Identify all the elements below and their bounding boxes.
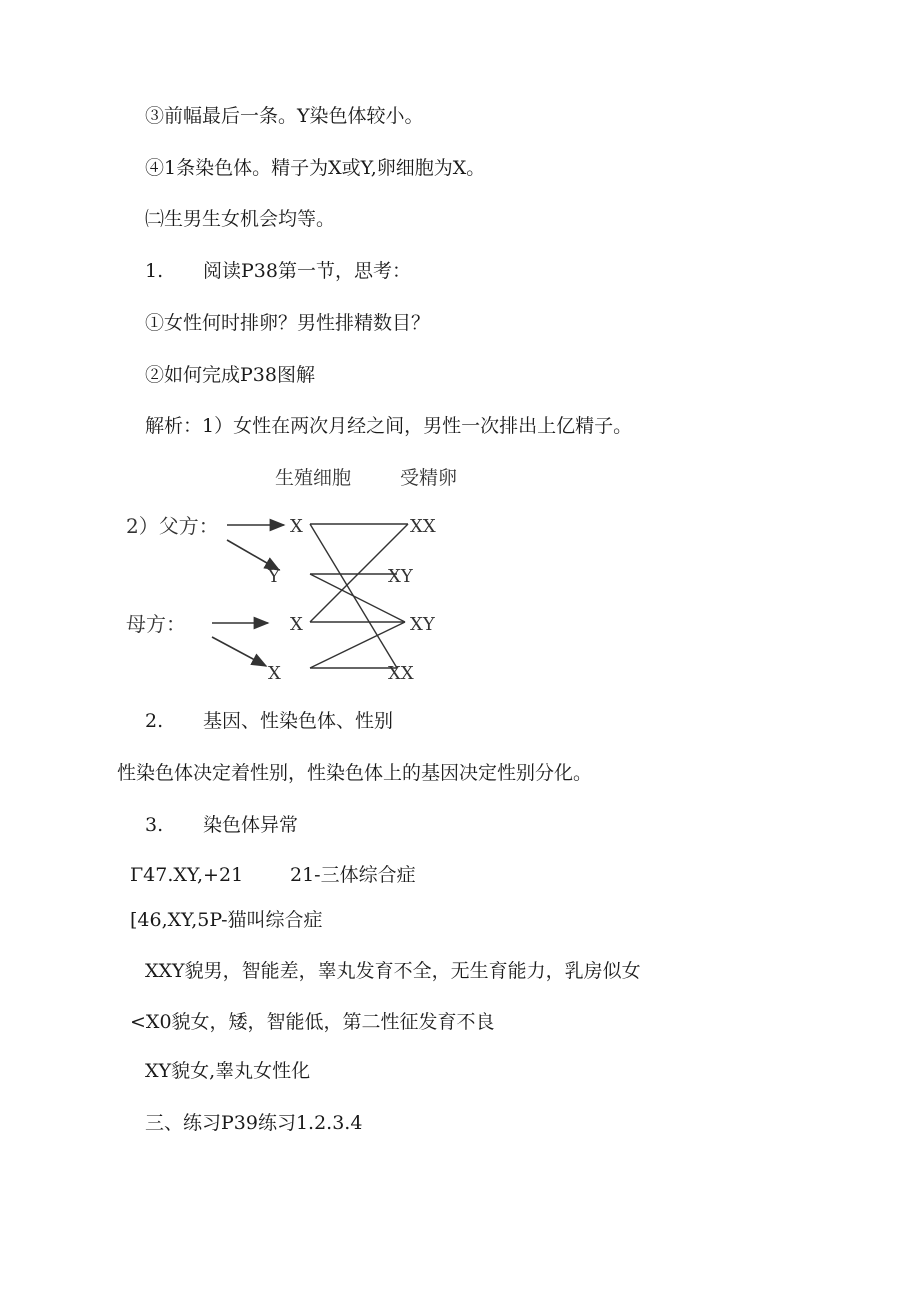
label-germ-cell: 生殖细胞 [275,467,352,489]
germ-x-father: X [290,516,303,537]
zygote-xy-2: XY [410,614,435,635]
text-line-6: ②如何完成P38图解 [145,364,315,386]
zygote-xx-2: XX [388,663,414,684]
item-3-text: 染色体异常 [203,814,299,836]
text-line-2: ④1条染色体。精子为X或Y,卵细胞为X。 [145,157,486,179]
label-zygote: 受精卵 [400,467,458,489]
item-1-number: 1. [145,260,164,282]
text-line-9: 性染色体决定着性别，性染色体上的基因决定性别分化。 [117,762,593,784]
label-mother: 母方： [126,612,186,636]
cross-lines [310,524,408,668]
germ-x-mother-1: X [290,614,303,635]
germ-y-father: Y [268,566,280,587]
text-line-exercise: 三、练习P39练习1.2.3.4 [145,1112,363,1134]
text-line-xy: XY貌女,睾丸女性化 [145,1060,311,1082]
item-3-number: 3. [145,814,164,836]
text-line-1: ③前幅最后一条。Y染色体较小。 [145,105,424,127]
text-line-xo: <X0貌女，矮，智能低，第二性征发育不良 [130,1011,495,1033]
item-2-text: 基因、性染色体、性别 [203,710,394,732]
text-line-xxy: XXY貌男，智能差，睾丸发育不全，无生育能力，乳房似女 [145,960,641,982]
label-father: 2）父方： [126,514,219,538]
item-1-text: 阅读P38第一节，思考： [203,260,411,282]
text-line-5: ①女性何时排卵？男性排精数目？ [145,312,431,334]
text-line-7: 解析：1）女性在两次月经之间，男性一次排出上亿精子。 [145,415,633,437]
zygote-xy-1: XY [388,566,413,587]
text-line-3: ㈡生男生女机会均等。 [145,208,336,230]
item-2-number: 2. [145,710,164,732]
syndrome-down: 21-三体综合症 [290,864,416,886]
zygote-xx-1: XX [410,516,436,537]
karyotype-down: Γ47.XY,+21 [130,864,244,886]
arrow-mother-x2 [212,637,266,666]
karyotype-cat-cry: [46,XY,5P-猫叫综合症 [130,909,323,931]
germ-x-mother-2: X [268,663,281,684]
